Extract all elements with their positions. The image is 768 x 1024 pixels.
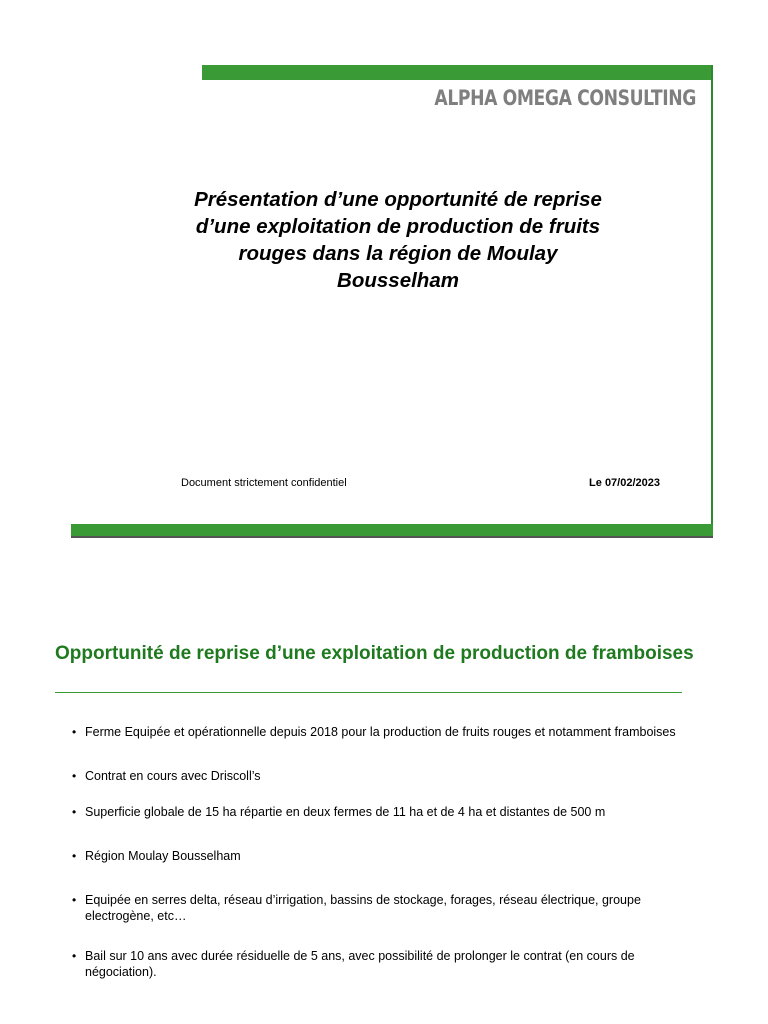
top-green-bar [202, 65, 713, 80]
heading-underline [55, 692, 682, 693]
bullet-list [72, 724, 702, 980]
company-brand: ALPHA OMEGA CONSULTING [434, 86, 696, 110]
list-item: • Région Moulay Bousselham [72, 848, 702, 864]
presentation-title: Présentation d’une opportunité de reprise d’une exploitation de production de fruits rouges dans la région de Moulay Bousselham [194, 188, 602, 292]
document-date: Le 07/02/2023 [589, 477, 660, 489]
confidential-notice: Document strictement confidentiel [181, 477, 347, 489]
right-border-line [711, 65, 713, 537]
section-heading: Opportunité de reprise d’une exploitation de production de framboises [55, 643, 694, 664]
list-item: • Equipée en serres delta, réseau d’irrigation, bassins de stockage, forages, réseau électrique, groupe electrogène, etc… [72, 892, 702, 924]
list-item: • Ferme Equipée et opérationnelle depuis 2018 pour la production de fruits rouges et notamment framboises [72, 724, 702, 740]
list-item: • Superficie globale de 15 ha répartie en deux fermes de 11 ha et de 4 ha et distantes de 500 m [72, 804, 702, 820]
list-item: • Contrat en cours avec Driscoll’s [72, 768, 702, 784]
list-item: • Bail sur 10 ans avec durée résiduelle de 5 ans, avec possibilité de prolonger le contrat (en cours de négociation). [72, 948, 702, 980]
bottom-bar-shadow [71, 536, 713, 538]
